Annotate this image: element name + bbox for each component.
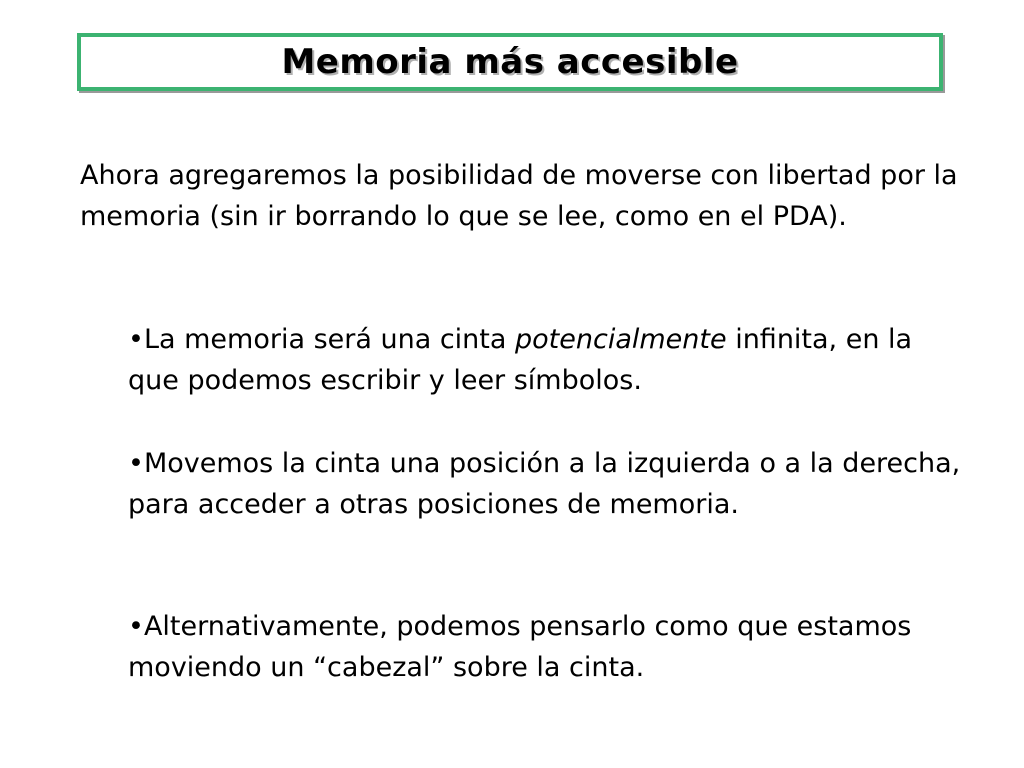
bullet-item-3: [128, 606, 968, 688]
bullet-marker: •: [128, 448, 144, 479]
intro-paragraph: Ahora agregaremos la posibilidad de moverse con libertad por la memoria (sin ir borrando lo que se lee, como en el PDA).: [80, 160, 958, 232]
bullet-2-text: Movemos la cinta una posición a la izquierda o a la derecha, para acceder a otras posiciones de memoria.: [128, 448, 961, 520]
bullet-1-text-start: La memoria será una cinta: [143, 324, 516, 355]
bullet-1-emphasis: potencialmente: [515, 324, 727, 355]
slide-title: Memoria más accesible: [281, 42, 739, 82]
bullet-1-text-end: infinita, en la que podemos escribir y leer símbolos.: [128, 324, 913, 396]
bullet-marker: •: [128, 611, 144, 642]
bullet-item-2: [128, 443, 968, 525]
bullet-marker: •: [128, 324, 144, 355]
bullet-item-1: [128, 319, 968, 401]
bullet-3-text: Alternativamente, podemos pensarlo como que estamos moviendo un “cabezal” sobre la cinta.: [128, 611, 912, 683]
title-box: [77, 33, 943, 91]
